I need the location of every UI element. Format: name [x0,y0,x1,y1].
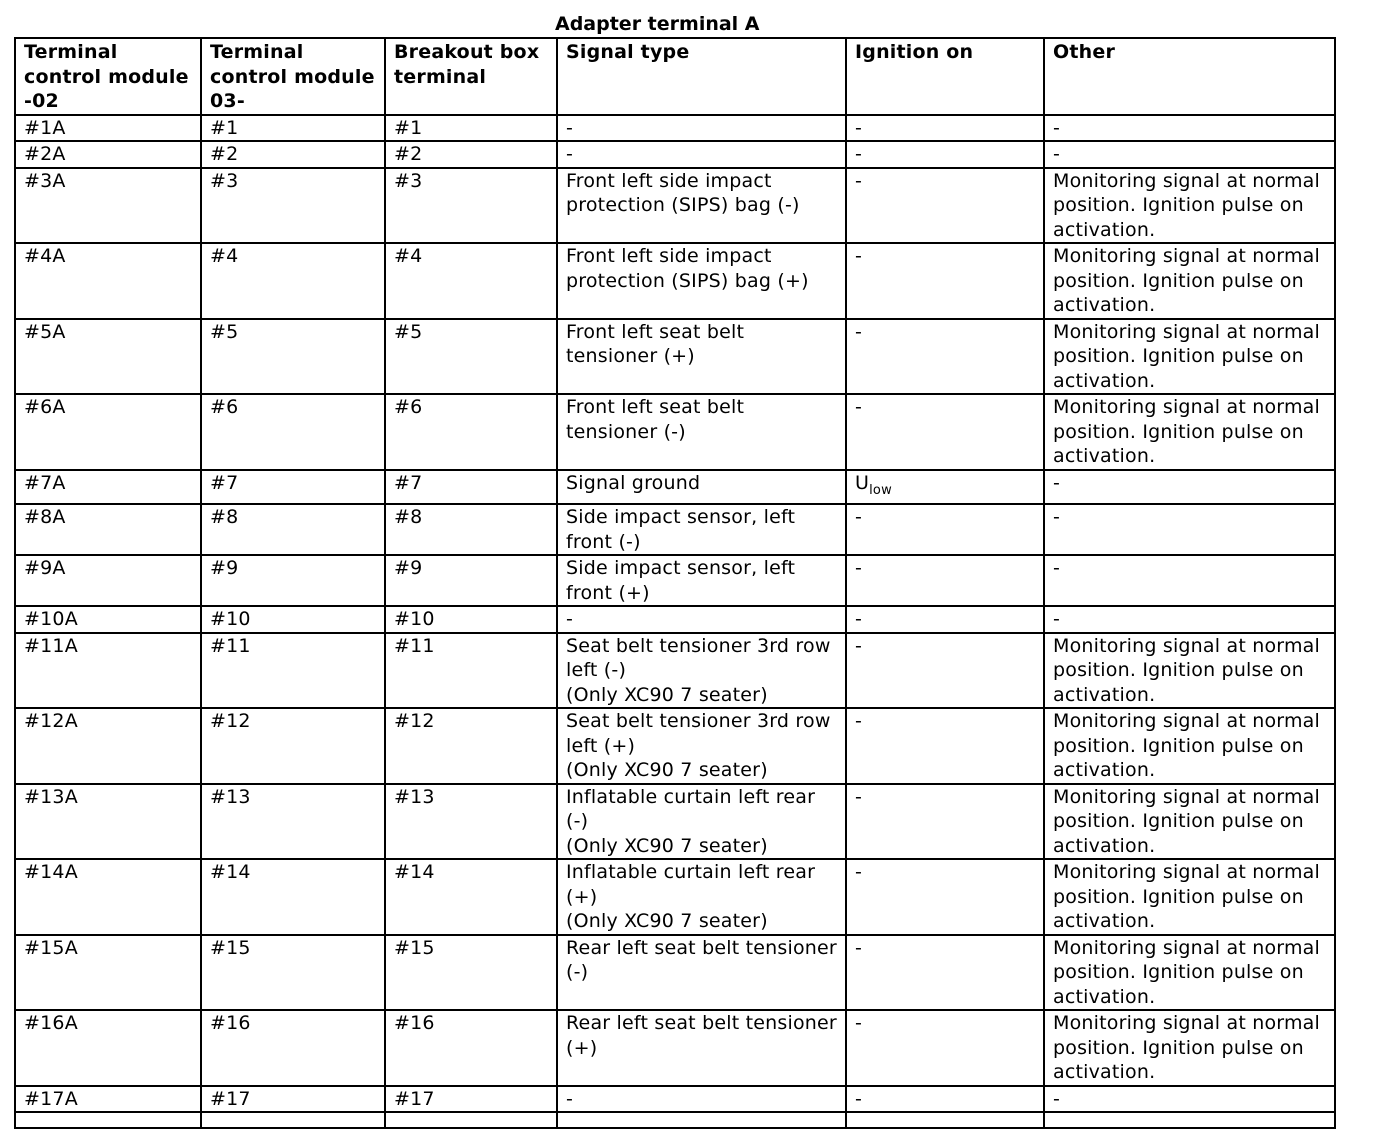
cell-signal-type: - [557,141,846,168]
header-ignition-on: Ignition on [846,38,1044,115]
cell-breakout-box: #4 [385,243,557,319]
cell-terminal-03: #15 [201,935,385,1011]
signal-note: (Only XC90 7 seater) [566,683,768,706]
table-row [15,606,1335,633]
cell-terminal-03: #7 [201,470,385,505]
cell-other: - [1044,1086,1335,1113]
cell-signal-type: - [557,115,846,142]
cell-ignition-on: - [846,859,1044,935]
table-row [15,708,1335,784]
table-row [15,555,1335,606]
cell-other: - [1044,470,1335,505]
cell-terminal-02: #14A [15,859,201,935]
cell-other: Monitoring signal at normal position. Ignition pulse on activation. [1044,859,1335,935]
signal-note: (Only XC90 7 seater) [566,834,768,857]
header-terminal-02: Terminal control module -02 [15,38,201,115]
cell-terminal-02: #10A [15,606,201,633]
ignition-voltage-base: U [855,471,870,494]
cell-terminal-02: #6A [15,394,201,470]
header-terminal-03: Terminal control module 03- [201,38,385,115]
cell-terminal-03: #2 [201,141,385,168]
cell-terminal-03: #17 [201,1086,385,1113]
cell-terminal-03: #3 [201,168,385,244]
cell-terminal-03: #13 [201,784,385,860]
signal-note: (Only XC90 7 seater) [566,910,768,932]
cell-terminal-02: #11A [15,633,201,709]
table-row [15,115,1335,142]
cell-other: - [1044,555,1335,606]
cell-breakout-box: #7 [385,470,557,505]
cell-ignition-on: - [846,115,1044,142]
cell-other: - [1044,606,1335,633]
cell-terminal-02: #9A [15,555,201,606]
cell-empty [201,1112,385,1128]
cell-terminal-03: #14 [201,859,385,935]
cell-signal-type: Front left seat belt tensioner (-) [557,394,846,470]
cell-ignition-on [846,470,1044,505]
cell-other: Monitoring signal at normal position. Ignition pulse on activation. [1044,168,1335,244]
table-title: Adapter terminal A [555,13,760,35]
cell-ignition-on: - [846,1010,1044,1086]
cell-terminal-02: #7A [15,470,201,505]
cell-ignition-on: - [846,708,1044,784]
cell-breakout-box: #13 [385,784,557,860]
table-row [15,1010,1335,1086]
cell-ignition-on: - [846,555,1044,606]
cell-terminal-02: #15A [15,935,201,1011]
table-row [15,633,1335,709]
table-row [15,504,1335,555]
cell-ignition-on: - [846,243,1044,319]
cell-terminal-03: #16 [201,1010,385,1086]
cell-ignition-on: - [846,319,1044,395]
cell-terminal-02: #2A [15,141,201,168]
cell-other: Monitoring signal at normal position. Ignition pulse on activation. [1044,935,1335,1011]
cell-other: Monitoring signal at normal position. Ignition pulse on activation. [1044,633,1335,709]
cell-breakout-box: #16 [385,1010,557,1086]
table-row [15,935,1335,1011]
cell-terminal-02: #17A [15,1086,201,1113]
table-row [15,319,1335,395]
cell-ignition-on: - [846,606,1044,633]
table-row [15,243,1335,319]
cell-breakout-box: #17 [385,1086,557,1113]
cell-other: - [1044,115,1335,142]
table-row [15,784,1335,860]
cell-empty [1044,1112,1335,1128]
cell-ignition-on: - [846,504,1044,555]
cell-breakout-box: #15 [385,935,557,1011]
header-breakout-box: Breakout box terminal [385,38,557,115]
cell-signal-type: Front left seat belt tensioner (+) [557,319,846,395]
cell-signal-type: Rear left seat belt tensioner (+) [557,1010,846,1086]
cell-terminal-03: #8 [201,504,385,555]
ignition-voltage-subscript: low [869,482,892,498]
cell-ignition-on: - [846,1086,1044,1113]
cell-breakout-box: #12 [385,708,557,784]
cell-other: Monitoring signal at normal position. Ignition pulse on activation. [1044,1010,1335,1086]
cell-breakout-box: #11 [385,633,557,709]
cell-signal-type: Rear left seat belt tensioner (-) [557,935,846,1011]
cell-other: Monitoring signal at normal position. Ignition pulse on activation. [1044,319,1335,395]
cell-terminal-02: #12A [15,708,201,784]
cell-breakout-box: #5 [385,319,557,395]
cell-terminal-03: #12 [201,708,385,784]
cell-terminal-03: #1 [201,115,385,142]
cell-terminal-02: #3A [15,168,201,244]
cell-terminal-03: #9 [201,555,385,606]
cell-terminal-03: #5 [201,319,385,395]
cell-signal-type: - [557,606,846,633]
cell-ignition-on: - [846,784,1044,860]
cell-terminal-02: #16A [15,1010,201,1086]
cell-terminal-02: #5A [15,319,201,395]
signal-line: Seat belt tensioner 3rd row left (+) [566,710,831,757]
signal-line: Inflatable curtain left rear (+) [566,861,816,908]
cell-breakout-box: #6 [385,394,557,470]
cell-ignition-on: - [846,394,1044,470]
cell-terminal-02: #13A [15,784,201,860]
table-row [15,394,1335,470]
cell-terminal-02: #1A [15,115,201,142]
cell-signal-type [557,633,846,709]
cell-signal-type: Front left side impact protection (SIPS) bag (+) [557,243,846,319]
cell-other: Monitoring signal at normal position. Ignition pulse on activation. [1044,708,1335,784]
signal-line: Inflatable curtain left rear (-) [566,785,816,832]
cell-signal-type: Side impact sensor, left front (+) [557,555,846,606]
table-row [15,859,1335,935]
cell-terminal-03: #10 [201,606,385,633]
adapter-terminal-table [14,37,1336,1129]
table-row [15,168,1335,244]
cell-breakout-box: #1 [385,115,557,142]
cell-breakout-box: #14 [385,859,557,935]
header-signal-type: Signal type [557,38,846,115]
cell-other: Monitoring signal at normal position. Ignition pulse on activation. [1044,243,1335,319]
table-row [15,141,1335,168]
cell-ignition-on: - [846,168,1044,244]
cell-breakout-box: #10 [385,606,557,633]
cell-other: Monitoring signal at normal position. Ignition pulse on activation. [1044,394,1335,470]
cell-breakout-box: #8 [385,504,557,555]
cell-breakout-box: #9 [385,555,557,606]
signal-note: (Only XC90 7 seater) [566,759,768,781]
cell-terminal-03: #6 [201,394,385,470]
cell-other: - [1044,141,1335,168]
cell-ignition-on: - [846,633,1044,709]
cell-terminal-02: #4A [15,243,201,319]
cell-signal-type [557,708,846,784]
cell-breakout-box: #2 [385,141,557,168]
cell-signal-type [557,859,846,935]
cell-empty [846,1112,1044,1128]
cell-other: Monitoring signal at normal position. Ignition pulse on activation. [1044,784,1335,860]
table-row [15,1086,1335,1113]
cell-empty [557,1112,846,1128]
cell-terminal-03: #4 [201,243,385,319]
cell-ignition-on: - [846,141,1044,168]
cell-breakout-box: #3 [385,168,557,244]
cell-other: - [1044,504,1335,555]
table-row [15,470,1335,505]
header-other: Other [1044,38,1335,115]
cell-empty [15,1112,201,1128]
cell-signal-type: - [557,1086,846,1113]
cell-empty [385,1112,557,1128]
table-row-empty [15,1112,1335,1128]
cell-terminal-02: #8A [15,504,201,555]
cell-signal-type: Side impact sensor, left front (-) [557,504,846,555]
signal-line: Seat belt tensioner 3rd row left (-) [566,634,831,681]
cell-signal-type: Front left side impact protection (SIPS) bag (-) [557,168,846,244]
header-row [15,38,1335,115]
cell-ignition-on: - [846,935,1044,1011]
cell-terminal-03: #11 [201,633,385,709]
cell-signal-type [557,784,846,860]
cell-signal-type: Signal ground [557,470,846,505]
